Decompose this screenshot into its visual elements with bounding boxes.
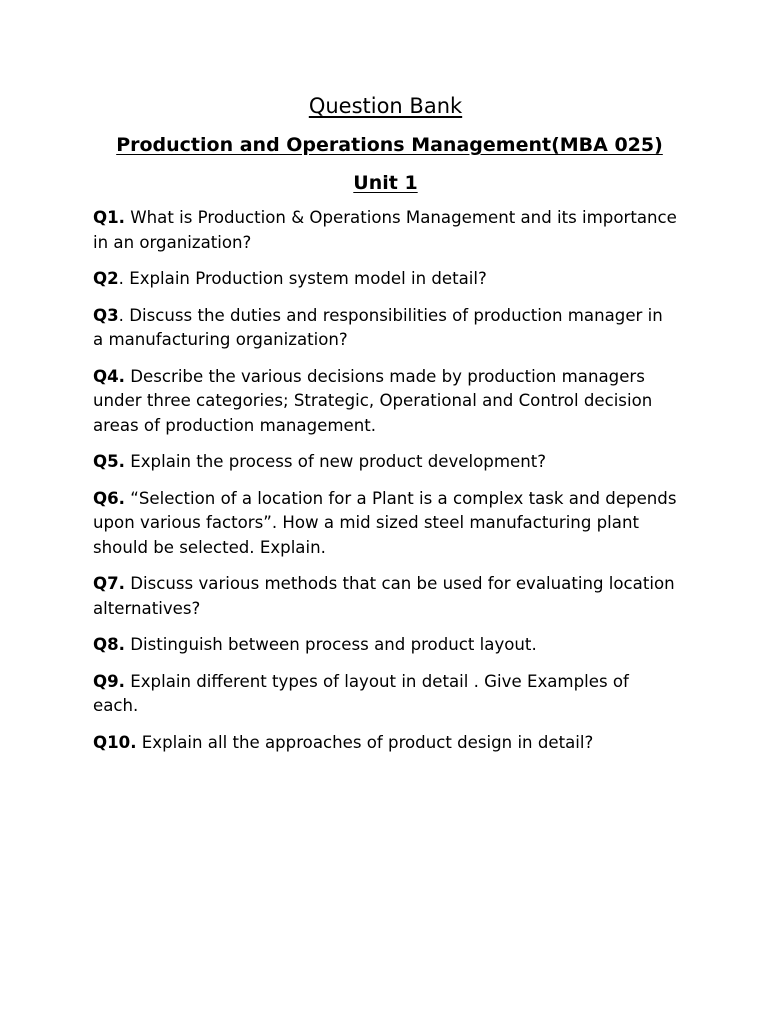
question-text: . Discuss the duties and responsibilities of production manager in a manufacturing organization? — [93, 305, 663, 349]
question-text: . Explain Production system model in detail? — [118, 269, 487, 288]
question-item — [93, 365, 678, 439]
question-item — [93, 487, 678, 561]
question-item — [93, 670, 678, 719]
unit-heading: Unit 1 — [353, 172, 418, 194]
question-label: Q5. — [93, 452, 125, 471]
question-label: Q3 — [93, 305, 119, 325]
question-item — [93, 304, 678, 353]
question-item — [93, 731, 678, 756]
question-text: Explain different types of layout in detail . Give Examples of each. — [93, 671, 629, 715]
question-text: What is Production & Operations Management and its importance in an organization? — [93, 208, 677, 252]
question-text: Distinguish between process and product layout. — [124, 635, 537, 654]
page-title: Question Bank — [308, 94, 463, 118]
question-label: Q7. — [93, 574, 125, 593]
question-label: Q6. — [93, 488, 125, 508]
question-text: “Selection of a location for a Plant is a complex task and depends upon various factors”. How a mid sized steel manufacturing plant should be selected. Explain. — [93, 488, 677, 557]
question-text: Explain the process of new product development? — [124, 452, 547, 471]
question-item — [93, 450, 678, 475]
question-item — [93, 267, 678, 292]
question-text: Explain all the approaches of product design in detail? — [136, 732, 594, 752]
question-label: Q10. — [93, 732, 137, 752]
question-label: Q9. — [93, 671, 125, 691]
question-label: Q8. — [93, 635, 125, 654]
question-item — [93, 633, 678, 658]
question-label: Q1. — [93, 208, 125, 227]
question-label: Q4. — [93, 366, 125, 386]
question-text: Discuss various methods that can be used for evaluating location alternatives? — [93, 574, 675, 618]
question-item — [93, 206, 678, 255]
course-title: Production and Operations Management(MBA 025) — [116, 134, 663, 156]
question-text: Describe the various decisions made by production managers under three categories; Strategic, Operational and Control decision areas of production management. — [93, 366, 653, 435]
question-label: Q2 — [93, 269, 119, 288]
question-item — [93, 572, 678, 621]
